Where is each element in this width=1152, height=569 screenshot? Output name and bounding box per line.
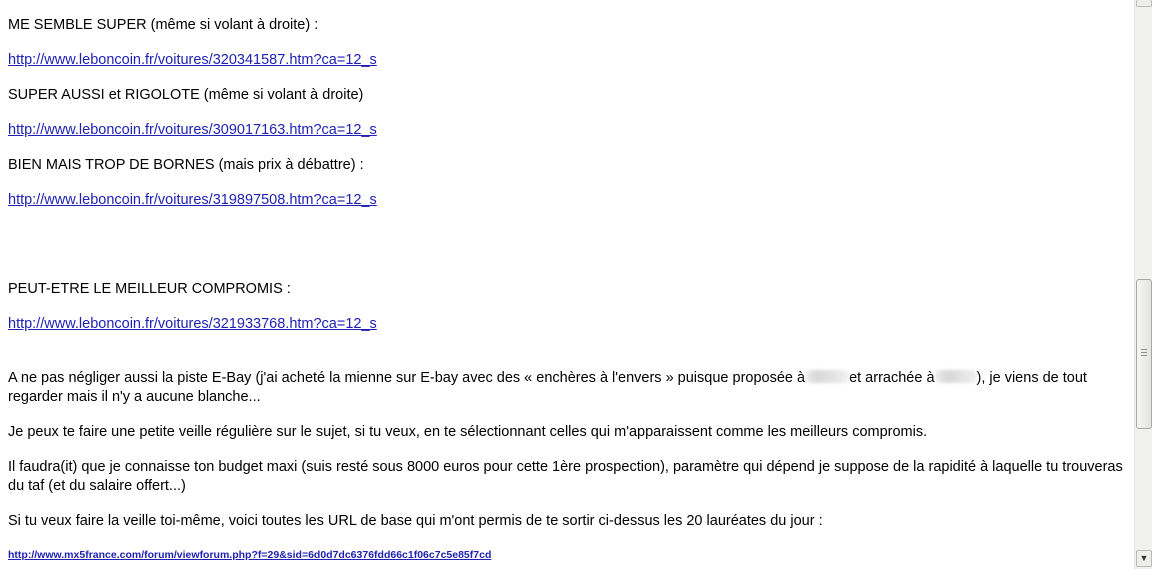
budget-paragraph: Il faudra(it) que je connaisse ton budget maxi (suis resté sous 8000 euros pour cette 1ère prospection), paramètre qui dépend je suppose de la rapidité à laquelle tu trouveras du taf (et du salaire offert...) xyxy=(8,459,1123,494)
forum-link[interactable]: http://www.mx5france.com/forum/viewforum.php?f=29&sid=6d0d7dc6376fdd66c1f06c7c5e85f7cd xyxy=(8,549,492,561)
thumb-grip-line xyxy=(1141,349,1147,350)
veille-paragraph: Je peux te faire une petite veille régulière sur le sujet, si tu veux, en te sélectionnant celles qui m'apparaissent comme les meilleurs compromis. xyxy=(8,424,928,440)
listing-link-1[interactable]: http://www.leboncoin.fr/voitures/320341587.htm?ca=12_s xyxy=(8,52,377,68)
listing-heading-2: SUPER AUSSI et RIGOLOTE (même si volant à droite) xyxy=(8,87,364,103)
scroll-up-button[interactable] xyxy=(1136,0,1152,7)
ebay-paragraph xyxy=(8,369,1123,407)
post-content xyxy=(8,0,1128,569)
ebay-text-part-3: ), je viens de tout regarder mais il n'y a aucune blanche... xyxy=(8,370,1087,405)
redacted-price-2 xyxy=(935,370,977,383)
listing-heading-3: BIEN MAIS TROP DE BORNES (mais prix à débattre) : xyxy=(8,157,364,173)
vertical-scrollbar[interactable] xyxy=(1134,0,1152,569)
listing-link-2[interactable]: http://www.leboncoin.fr/voitures/309017163.htm?ca=12_s xyxy=(8,122,377,138)
thumb-grip-line xyxy=(1141,355,1147,356)
thumb-grip-line xyxy=(1141,352,1147,353)
redacted-price-1 xyxy=(805,370,849,383)
chevron-down-icon: ▼ xyxy=(1139,553,1149,563)
ebay-text-part-1: A ne pas négliger aussi la piste E-Bay (j'ai acheté la mienne sur E-bay avec des « enchères à l'envers » puisque proposée à xyxy=(8,370,806,386)
listing-link-3[interactable]: http://www.leboncoin.fr/voitures/319897508.htm?ca=12_s xyxy=(8,192,377,208)
scrollbar-thumb[interactable] xyxy=(1136,279,1152,429)
ebay-text-part-2: et arrachée à xyxy=(849,370,935,386)
scroll-down-button[interactable] xyxy=(1136,550,1152,567)
listing-heading-1: ME SEMBLE SUPER (même si volant à droite) : xyxy=(8,17,319,33)
listing-heading-4: PEUT-ETRE LE MEILLEUR COMPROMIS : xyxy=(8,281,291,297)
listing-link-4[interactable]: http://www.leboncoin.fr/voitures/321933768.htm?ca=12_s xyxy=(8,316,377,332)
url-intro-paragraph: Si tu veux faire la veille toi-même, voici toutes les URL de base qui m'ont permis de te sortir ci-dessus les 20 lauréates du jour : xyxy=(8,513,823,529)
